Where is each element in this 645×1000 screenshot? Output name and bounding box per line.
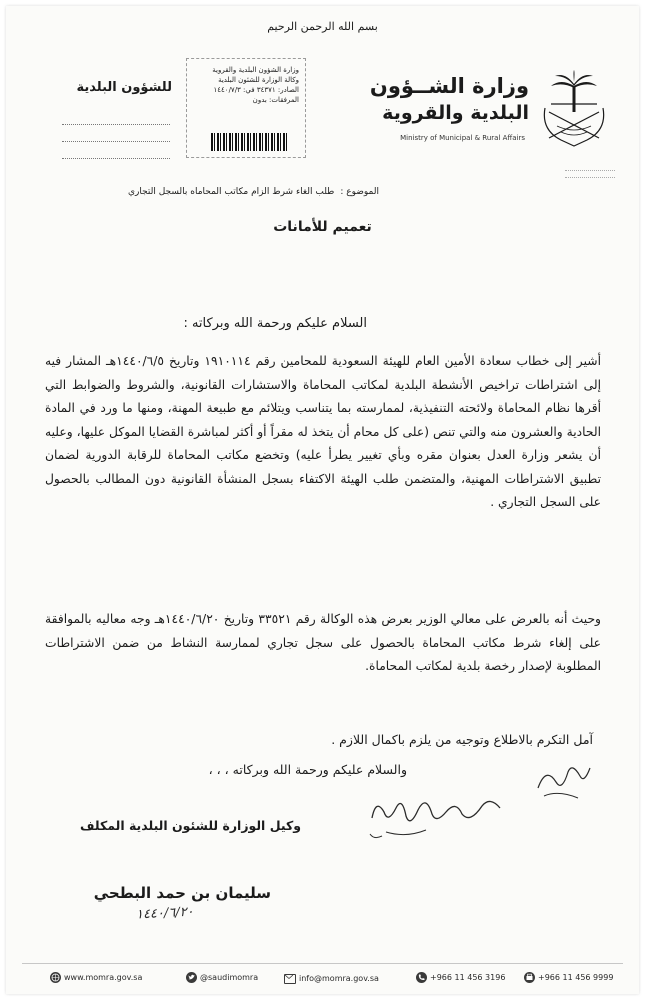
document-title: تعميم للأمانات (273, 219, 372, 235)
footer-phone-text: +966 11 456 3196 (430, 973, 506, 982)
signature (366, 788, 506, 848)
twitter-icon (186, 972, 197, 983)
signer-title: وكيل الوزارة للشئون البلدية المكلف (80, 818, 301, 833)
greeting: السلام عليكم ورحمة الله وبركاته : (183, 316, 367, 331)
fax-icon (524, 972, 535, 983)
stamp-line: الصادر: ٣٤٣٧١ في: ١٤٤٠/٧/٣ (213, 86, 299, 94)
footer-phone[interactable] (416, 972, 505, 983)
subject-text: طلب الغاء شرط الزام مكاتب المحاماه بالسجل التجاري (127, 187, 335, 197)
footer-contact-bar (6, 972, 639, 992)
email-icon (284, 974, 296, 984)
basmala: بسم الله الرحمن الرحيم (267, 20, 378, 33)
ministry-name-line2: البلدية والقروية (382, 102, 529, 124)
ministry-logo-block (361, 68, 611, 158)
footer-email-text: info@momra.gov.sa (299, 973, 379, 983)
ministry-faded-annotation (565, 164, 615, 190)
blank-field-line (62, 124, 170, 125)
blank-field-line (62, 158, 170, 159)
ministry-name-line1: وزارة الشــؤون (369, 74, 529, 98)
stamp-line: وزارة الشؤون البلدية والقروية (212, 66, 299, 74)
department-heading: للشؤون البلدية (76, 80, 172, 95)
globe-icon (50, 972, 61, 983)
ministry-name-english: Ministry of Municipal & Rural Affairs (400, 134, 525, 142)
body-paragraph-2: وحيث أنه بالعرض على معالي الوزير بعرض هذه الوكالة رقم ٣٣٥٢١ وتاريخ ١٤٤٠/٦/٢٠هـ وجه معاليه بالموافقة على إلغاء شرط مكاتب المحاماة بالحصول على سجل تجاري لممارسة النشاط من ضمن الاشتراطات المطلوبة لإصدار رخصة بلدية لمكاتب المحاماة. (45, 612, 601, 673)
footer-fax[interactable] (524, 972, 613, 983)
stamp-line: وكالة الوزارة للشئون البلدية (218, 76, 299, 84)
footer-email[interactable] (284, 972, 379, 984)
handwritten-date: ١٤٤٠/٦/٢٠ (135, 904, 194, 923)
closing-request: آمل التكرم بالاطلاع وتوجيه من يلزم باكمال اللازم . (331, 732, 593, 747)
blank-field-line (62, 141, 170, 142)
body-paragraph-1: أشير إلى خطاب سعادة الأمين العام للهيئة السعودية للمحامين رقم ١٩١٠١١٤ وتاريخ ١٤٤٠/٦/٥هـ المشار فيه إلى اشتراطات تراخيص الأنشطة البلدية لمكاتب المحاماة والاستشارات القانونية، والشروط والضوابط التي أقرها نظام المحاماة ولائحته التنفيذية، لممارسته بما يتناسب ويتلائم مع طبيعة المهنة، ومنها ما ورد في المادة الحادية والعشرون منه والتي تنص (على كل محام أن يتخذ له مقراً أو أكثر لمباشرة القضايا الموكل عليها، وعليه أن يشعر وزارة العدل بعنوان مقره وبأي تغيير يطرأ عليه) وتخضع مكاتب المحاماة للرقابة الدورية لضمان تطبيق الاشتراطات المهنية، والمتضمن طلب الهيئة الاكتفاء بسجل المنشأة القانونية دون المطالب بالحصول على السجل التجاري . (45, 354, 602, 509)
subject-label: الموضوع : (340, 187, 379, 197)
footer-divider (22, 963, 623, 964)
signer-name: سليمان بن حمد البطحي (93, 884, 271, 902)
reference-stamp (186, 58, 306, 158)
footer-website-text: www.momra.gov.sa (64, 973, 143, 982)
palm-swords-emblem-icon (537, 68, 611, 152)
barcode-icon (211, 133, 289, 151)
footer-fax-text: +966 11 456 9999 (538, 973, 614, 982)
letter-page (6, 6, 639, 994)
handwritten-initials (534, 758, 594, 802)
footer-website[interactable] (50, 972, 142, 983)
phone-icon (416, 972, 427, 983)
footer-twitter[interactable] (186, 972, 258, 983)
closing-salutation: والسلام عليكم ورحمة الله وبركاته ، ، ، (208, 762, 407, 777)
stamp-line: المرفقات: بدون (252, 96, 299, 104)
subject-line (128, 187, 379, 197)
footer-twitter-text: @saudimomra (200, 973, 259, 982)
